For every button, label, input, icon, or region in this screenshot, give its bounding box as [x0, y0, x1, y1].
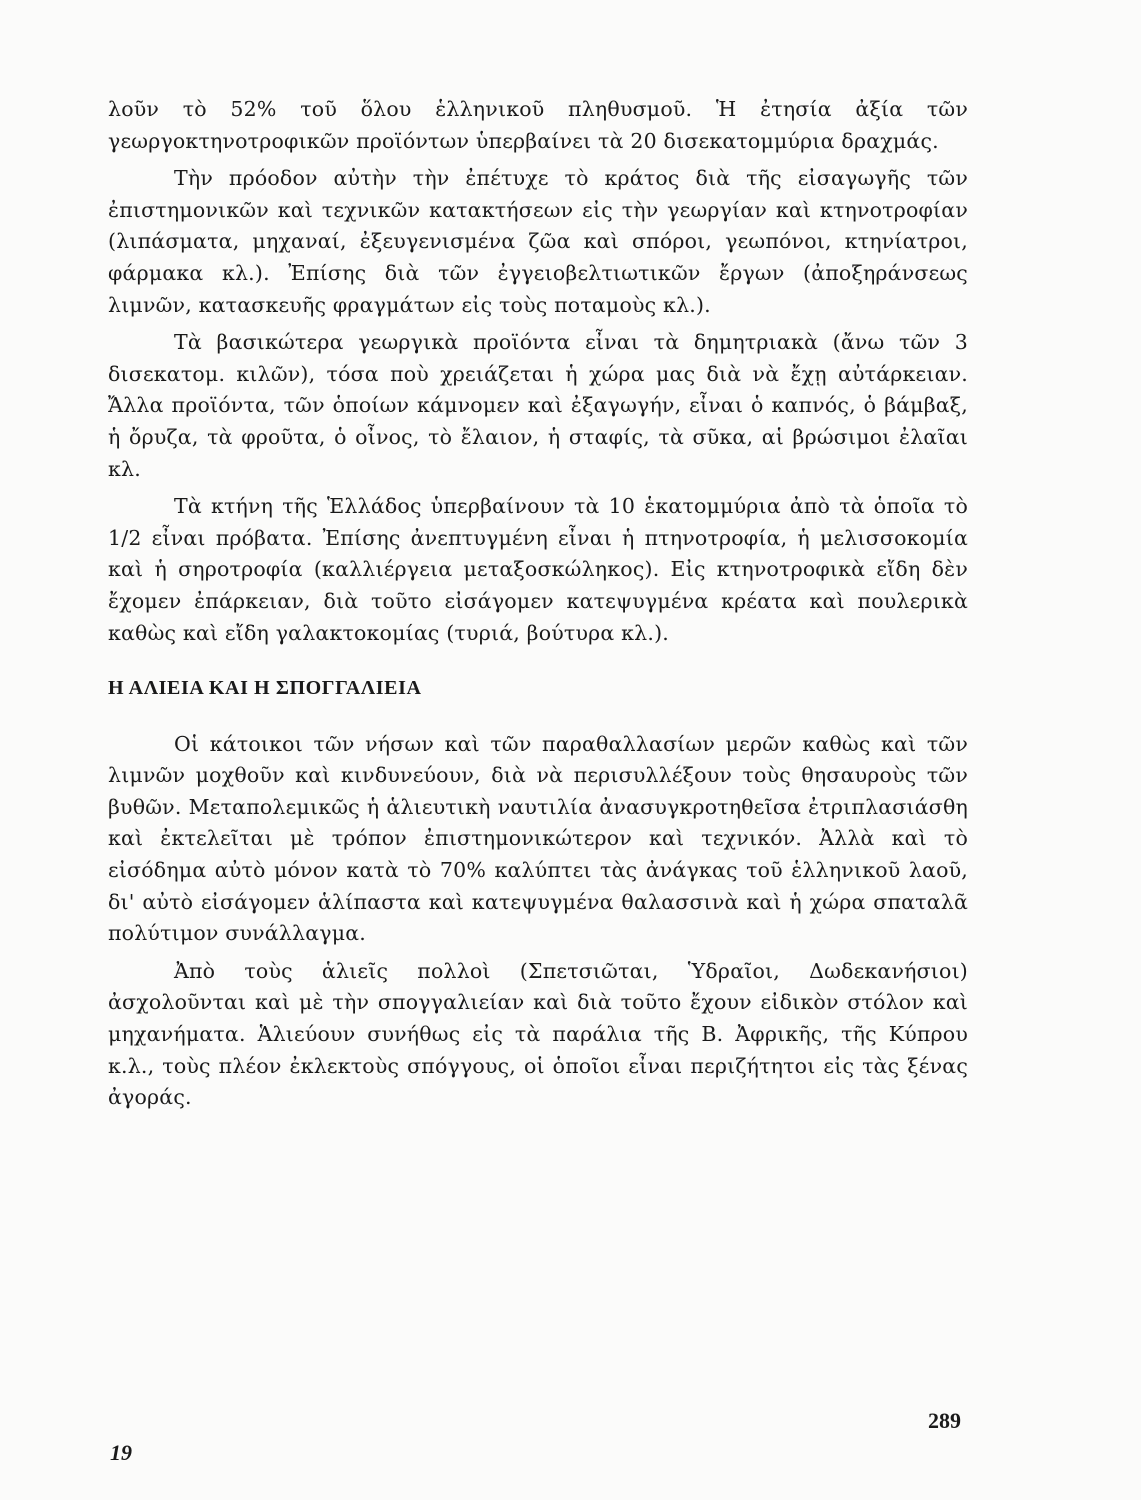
paragraph-sponge-fishing: Ἀπὸ τοὺς ἁλιεῖς πολλοὶ (Σπετσιῶται, Ὑδραῖοι, Δωδεκανήσιοι) ἀσχολοῦνται καὶ μὲ τὴν σπογγαλιείαν καὶ διὰ τοῦτο ἔχουν εἰδικὸν στόλον καὶ μηχανήματα. Ἁλιεύουν συνήθως εἰς τὰ παράλια τῆς Β. Ἀφρικῆς, τῆς Κύπρου κ.λ., τοὺς πλέον ἐκλεκτοὺς σπόγγους, οἱ ὁποῖοι εἶναι περιζήτητοι εἰς τὰς ξένας ἀγοράς. [108, 958, 968, 1110]
paragraph-products: Τὰ βασικώτερα γεωργικὰ προϊόντα εἶναι τὰ δημητριακὰ (ἄνω τῶν 3 δισεκατομ. κιλῶν), τόσα ποὺ χρειάζεται ἡ χώρα μας διὰ νὰ ἔχῃ αὐτάρκειαν. Ἄλλα προϊόντα, τῶν ὁποίων κάμνομεν καὶ ἐξαγωγήν, εἶναι ὁ καπνός, ὁ βάμβαξ, ἡ ὄρυζα, τὰ φροῦτα, ὁ οἶνος, τὸ ἔλαιον, ἡ σταφίς, τὰ σῦκα, αἱ βρώσιμοι ἐλαῖαι κλ. [108, 330, 968, 481]
paragraph-livestock: Τὰ κτήνη τῆς Ἑλλάδος ὑπερβαίνουν τὰ 10 ἑκατομμύρια ἀπὸ τὰ ὁποῖα τὸ 1/2 εἶναι πρόβατα. Ἐπίσης ἀνεπτυγμένη εἶναι ἡ πτηνοτροφία, ἡ μελισσοκομία καὶ ἡ σηροτροφία (καλλιέργεια μεταξοσκώληκος). Εἰς κτηνοτροφικὰ εἴδη δὲν ἔχομεν ἐπάρκειαν, διὰ τοῦτο εἰσάγομεν κατεψυγμένα κρέατα καὶ πουλερικὰ καθὼς καὶ εἴδη γαλακτοκομίας (τυριά, βούτυρα κλ.). [108, 494, 968, 645]
section-heading: Η ΑΛΙΕΙΑ ΚΑΙ Η ΣΠΟΓΓΑΛΙΕΙΑ [108, 677, 422, 700]
paragraph-population: λοῦν τὸ 52% τοῦ ὅλου ἑλληνικοῦ πληθυσμοῦ. Ἡ ἐτησία ἀξία τῶν γεωργοκτηνοτροφικῶν προϊόντων ὑπερβαίνει τὰ 20 δισεκατομμύρια δραχμάς. [108, 97, 968, 153]
paragraph-fishing: Οἱ κάτοικοι τῶν νήσων καὶ τῶν παραθαλλασίων μερῶν καθὼς καὶ τῶν λιμνῶν μοχθοῦν καὶ κινδυνεύουν, διὰ νὰ περισυλλέξουν τοὺς θησαυροὺς τῶν βυθῶν. Μεταπολεμικῶς ἡ ἁλιευτικὴ ναυτιλία ἀνασυγκροτηθεῖσα ἐτριπλασιάσθη καὶ ἐκτελεῖται μὲ τρόπον ἐπιστημονικώτερον καὶ τεχνικόν. Ἀλλὰ καὶ τὸ εἰσόδημα αὐτὸ μόνον κατὰ τὸ 70% καλύπτει τὰς ἀνάγκας τοῦ ἑλληνικοῦ λαοῦ, δι' αὐτὸ εἰσάγομεν ἁλίπαστα καὶ κατεψυγμένα θαλασσινὰ καὶ ἡ χώρα σπαταλᾶ πολύτιμον συνάλλαγμα. [108, 731, 968, 946]
body-text [108, 94, 968, 1114]
signature-mark: 19 [110, 1440, 132, 1465]
paragraph-progress: Τὴν πρόοδον αὐτὴν τὴν ἐπέτυχε τὸ κράτος διὰ τῆς εἰσαγωγῆς τῶν ἐπιστημονικῶν καὶ τεχνικῶν κατακτήσεων εἰς τὴν γεωργίαν καὶ κτηνοτροφίαν (λιπάσματα, μηχαναί, ἐξευγενισμένα ζῶα καὶ σπόροι, γεωπόνοι, κτηνίατροι, φάρμακα κλ.). Ἐπίσης διὰ τῶν ἐγγειοβελτιωτικῶν ἔργων (ἀποξηράνσεως λιμνῶν, κατασκευῆς φραγμάτων εἰς τοὺς ποταμοὺς κλ.). [108, 166, 968, 317]
page-number: 289 [928, 1408, 961, 1433]
